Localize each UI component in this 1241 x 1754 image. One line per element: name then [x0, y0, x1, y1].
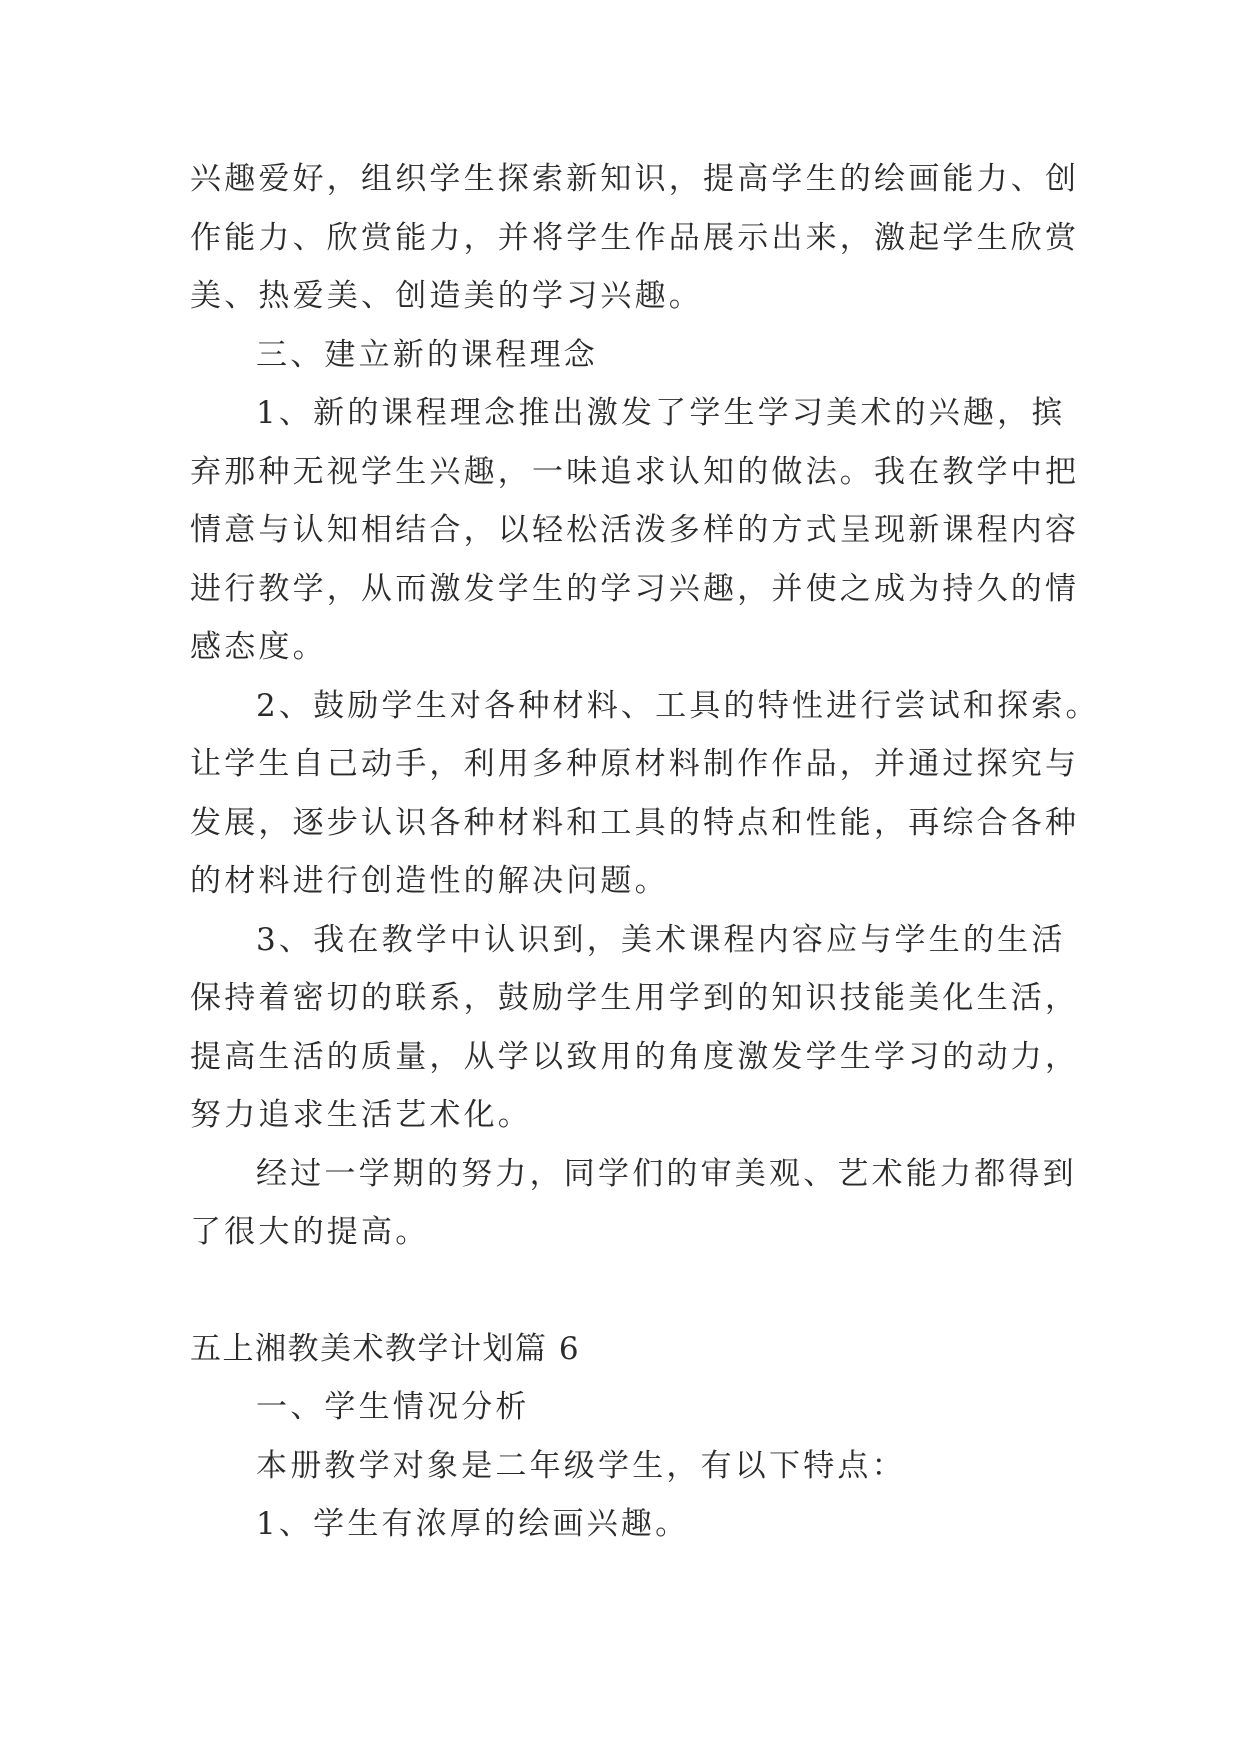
- paragraph-line: 弃那种无视学生兴趣，一味追求认知的做法。我在教学中把: [190, 453, 1080, 490]
- paragraph-line: 1、学生有浓厚的绘画兴趣。: [256, 1506, 690, 1542]
- paragraph-line: 感态度。: [190, 629, 327, 665]
- paragraph-line: 提高生活的质量，从学以致用的角度激发学生学习的动力，: [190, 1038, 1080, 1075]
- paragraph-line: 3、我在教学中认识到，美术课程内容应与学生的生活: [256, 921, 1066, 958]
- section-body: [190, 1378, 1060, 1554]
- paragraph-line: 发展，逐步认识各种材料和工具的特点和性能，再综合各种: [190, 804, 1080, 841]
- paragraph-line: 情意与认知相结合，以轻松活泼多样的方式呈现新课程内容: [190, 512, 1080, 548]
- section-title: 五上湘教美术教学计划篇 6: [190, 1330, 581, 1367]
- paragraph-line: 努力追求生活艺术化。: [190, 1097, 532, 1133]
- paragraph-line: 美、热爱美、创造美的学习兴趣。: [190, 278, 703, 314]
- subsection-heading: 一、学生情况分析: [256, 1389, 530, 1425]
- paragraph-line: 兴趣爱好，组织学生探索新知识，提高学生的绘画能力、创: [190, 161, 1080, 197]
- paragraph-line: 的材料进行创造性的解决问题。: [190, 863, 669, 899]
- paragraph-line: 2、鼓励学生对各种材料、工具的特性进行尝试和探索。: [256, 687, 1100, 724]
- paragraph-line: 保持着密切的联系，鼓励学生用学到的知识技能美化生活，: [190, 980, 1080, 1016]
- document-page: [190, 150, 1100, 1554]
- paragraph-line: 经过一学期的努力，同学们的审美观、艺术能力都得到: [256, 1155, 1077, 1192]
- paragraph-line: 让学生自己动手，利用多种原材料制作作品，并通过探究与: [190, 746, 1080, 782]
- section-heading: 三、建立新的课程理念: [256, 336, 598, 373]
- paragraph-line: 1、新的课程理念推出激发了学生学习美术的兴趣，摈: [256, 395, 1066, 431]
- paragraph-line: 本册教学对象是二年级学生，有以下特点：: [256, 1447, 906, 1484]
- paragraph-line: 进行教学，从而激发学生的学习兴趣，并使之成为持久的情: [190, 570, 1080, 607]
- paragraph-line: 作能力、欣赏能力，并将学生作品展示出来，激起学生欣赏: [190, 219, 1080, 256]
- paragraph-line: 了很大的提高。: [190, 1214, 430, 1250]
- body-text: [190, 150, 1100, 1262]
